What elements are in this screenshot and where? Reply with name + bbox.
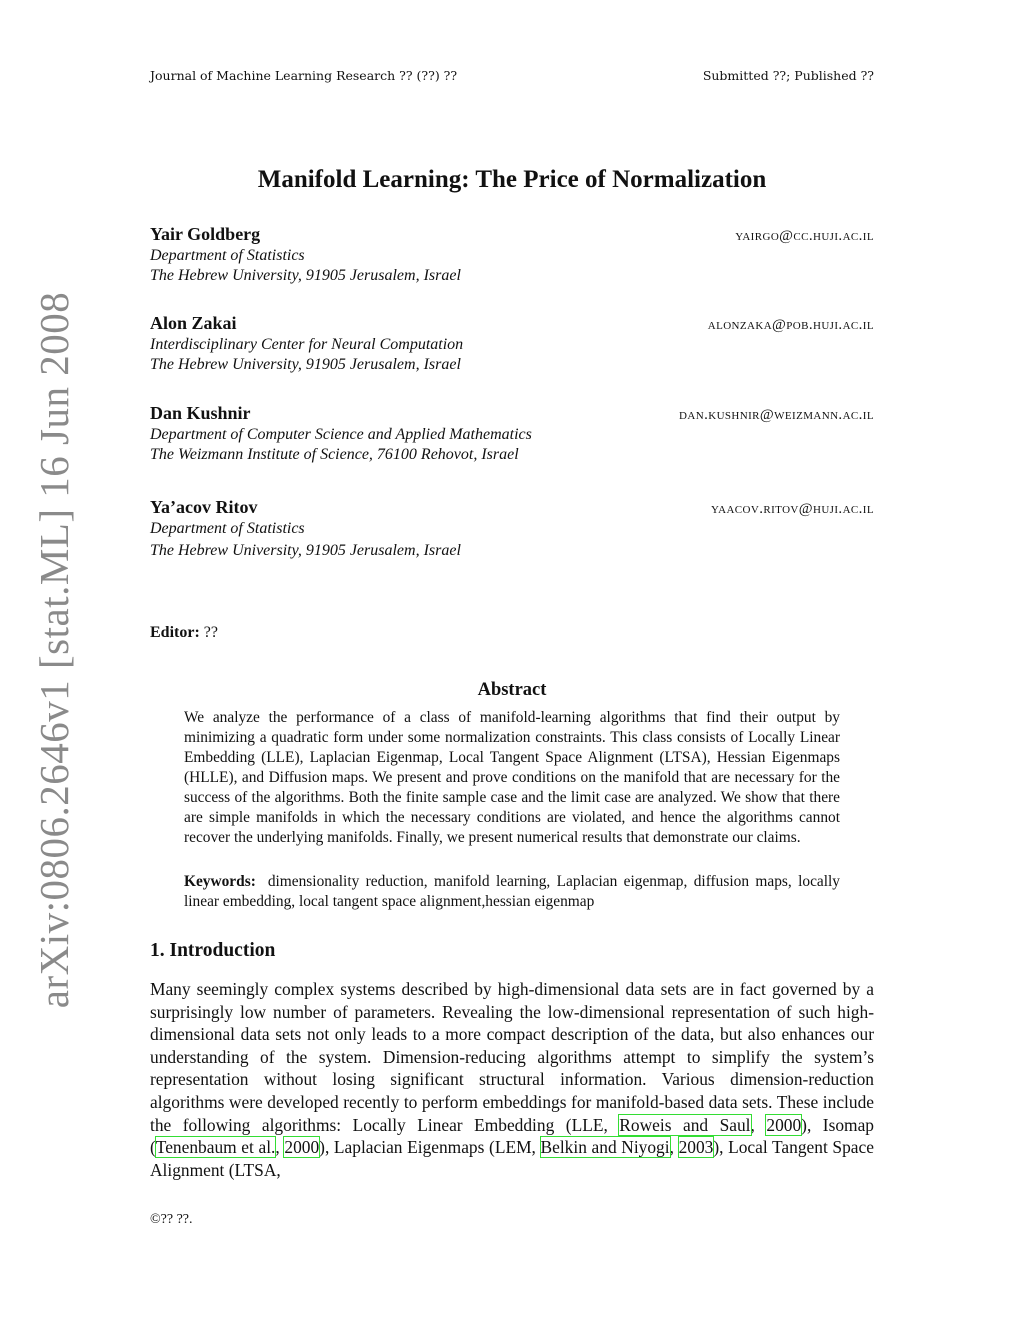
section-heading: 1. Introduction [150, 940, 276, 961]
author-block [150, 403, 874, 465]
author-name: Dan Kushnir [150, 403, 251, 423]
editor-value: ?? [203, 624, 218, 641]
keywords [184, 872, 840, 912]
author-affiliation: Department of Statistics [150, 520, 305, 537]
citation-year-link[interactable]: 2000 [766, 1114, 802, 1135]
editor-line [150, 624, 218, 642]
intro-text: ), Laplacian Eigenmaps (LEM, [319, 1137, 541, 1158]
intro-paragraph: Many seemingly complex systems described by high-dimensional data sets are in fact governed by a surprisingly low number of parameters. Revealing the low-dimensional representation of such high-dimensional data sets not only leads to a more compact description of the data, but also enhances our understanding of the system. Dimension-reducing algorithms attempt to simplify the system’s representation without losing significant structural information. Various dimension-reduction algorithms were developed recently to perform embeddings for manifold-based data sets. These include the following algorithms: Locally Linear Embedding (LLE, Roweis and Saul, 2000), Isomap (Tenenbaum et al., 2000), Laplacian Eigenmaps (LEM, Belkin and Niyogi, 2003), Local Tangent Space Alignment (LTSA, [150, 979, 874, 1180]
citation-year-link[interactable]: 2000 [284, 1137, 320, 1158]
paper-title: Manifold Learning: The Price of Normalization [257, 166, 767, 193]
intro-text: ), Isomap ( [150, 1114, 874, 1158]
author-email: alonzaka@pob.huji.ac.il [707, 317, 874, 333]
keywords-label: Keywords: [184, 873, 256, 890]
editor-label: Editor: [150, 624, 200, 641]
abstract-text: We analyze the performance of a class of manifold-learning algorithms that find their output by minimizing a quadratic form under some normalization constraints. This class consists of Locally Linear Embedding (LLE), Laplacian Eigenmap, Local Tangent Space Alignment (LTSA), Hessian Eigenmaps (HLLE), and Diffusion maps. We present and prove conditions on the manifold that are necessary for the success of the algorithms. Both the finite sample case and the limit case are analyzed. We show that there are simple manifolds in which the necessary conditions are violated, and hence the algorithms cannot recover the underlying manifolds. Finally, we present numerical results that demonstrate our claims. [184, 709, 840, 846]
abstract-heading: Abstract [477, 680, 547, 700]
author-block [150, 224, 874, 286]
author-email: yairgo@cc.huji.ac.il [735, 228, 874, 244]
author-name: Ya’acov Ritov [150, 497, 258, 517]
citation-year-link[interactable]: 2003 [678, 1137, 714, 1158]
author-affiliation: The Weizmann Institute of Science, 76100 Rehovot, Israel [150, 446, 519, 463]
author-affiliation: Department of Statistics [150, 247, 305, 264]
citation-link[interactable]: Tenenbaum et al. [155, 1137, 276, 1158]
author-affiliation: The Hebrew University, 91905 Jerusalem, Israel [150, 356, 461, 373]
intro-text: Many seemingly complex systems described by high-dimensional data sets are in fact governed by a surprisingly low number of parameters. Revealing the low-dimensional representation of such high-dimensional data sets not only leads to a more compact description of the data, but also enhances our understanding of the system. Dimension-reducing algorithms attempt to simplify the system’s representation without losing significant structural information. Various dimension-reduction algorithms were developed recently to perform embeddings for manifold-based data sets. These include the following algorithms: Locally Linear Embedding (LLE, [150, 979, 874, 1135]
author-affiliation: Department of Computer Science and Applied Mathematics [150, 426, 532, 443]
intro-text: ), Local Tangent Space Alignment (LTSA, [150, 1137, 874, 1180]
author-block [150, 497, 874, 561]
keywords-list: dimensionality reduction, manifold learning, Laplacian eigenmap, diffusion maps, locally linear embedding, local tangent space alignment,hessian eigenmap [184, 873, 840, 910]
citation-link[interactable]: Belkin and Niyogi [540, 1137, 670, 1158]
author-name: Yair Goldberg [150, 224, 261, 244]
journal-header: Journal of Machine Learning Research ?? (??) ?? [150, 68, 458, 83]
author-affiliation: The Hebrew University, 91905 Jerusalem, Israel [150, 267, 461, 284]
author-affiliation: The Hebrew University, 91905 Jerusalem, Israel [150, 542, 461, 559]
arxiv-stamp: arXiv:0806.2646v1 [stat.ML] 16 Jun 2008 [31, 291, 77, 1009]
author-email: yaacov.ritov@huji.ac.il [710, 501, 874, 517]
submission-header: Submitted ??; Published ?? [702, 68, 874, 83]
author-block [150, 313, 874, 375]
running-header [150, 68, 874, 83]
author-affiliation: Interdisciplinary Center for Neural Computation [150, 336, 464, 353]
citation-link[interactable]: Roweis and Saul [619, 1114, 751, 1135]
author-name: Alon Zakai [150, 313, 237, 333]
copyright-notice: ©?? ??. [150, 1212, 193, 1227]
author-email: dan.kushnir@weizmann.ac.il [679, 407, 874, 423]
